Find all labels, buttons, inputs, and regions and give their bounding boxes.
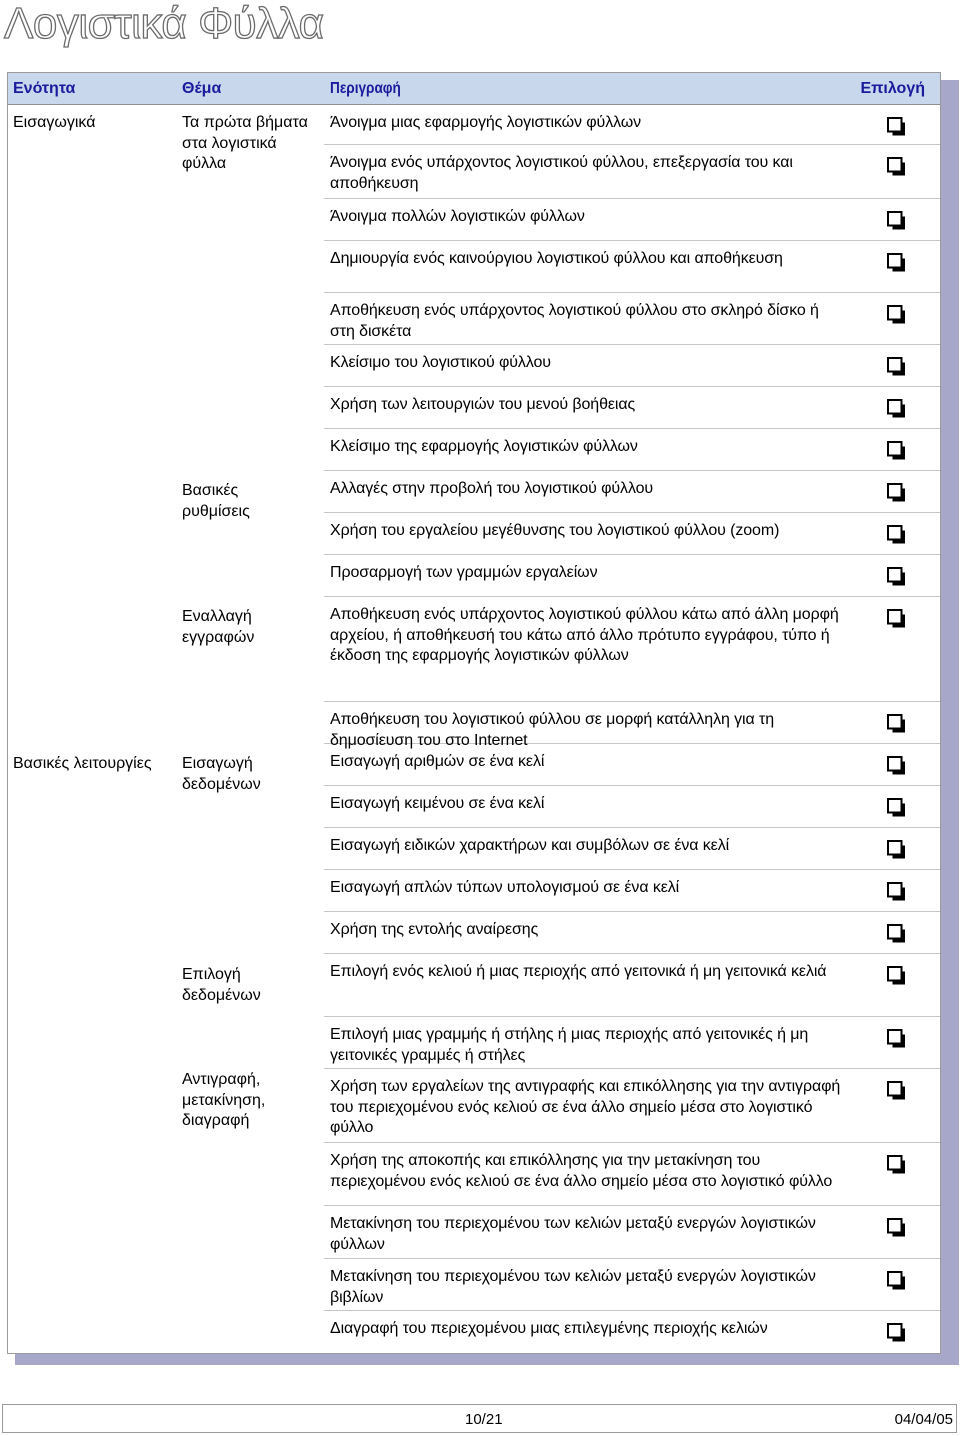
table-row — [324, 702, 941, 749]
table-row — [324, 145, 941, 199]
table-row — [324, 1206, 941, 1259]
table-row — [324, 429, 941, 471]
checkbox-icon[interactable] — [887, 157, 906, 176]
row-description: Διαγραφή του περιεχομένου μιας επιλεγμένης περιοχής κελιών — [330, 1320, 768, 1337]
header-section: Ενότητα — [13, 80, 76, 97]
table-row — [324, 912, 941, 954]
checkbox-icon[interactable] — [887, 714, 906, 733]
table-row — [324, 786, 941, 828]
table-row — [324, 105, 941, 145]
checkbox-icon[interactable] — [887, 483, 906, 502]
row-description: Χρήση των λειτουργιών του μενού βοήθειας — [330, 396, 636, 413]
checkbox-icon[interactable] — [887, 798, 906, 817]
table-row — [324, 954, 941, 1017]
checkbox-icon[interactable] — [887, 1271, 906, 1290]
checkbox-icon[interactable] — [887, 1323, 906, 1342]
row-description: Εισαγωγή ειδικών χαρακτήρων και συμβόλων σε ένα κελί — [330, 837, 730, 854]
footer-date: 04/04/05 — [894, 1411, 953, 1428]
header-topic: Θέμα — [182, 80, 222, 97]
section-cell: Βασικές λειτουργίες — [13, 755, 152, 772]
table-row — [324, 241, 941, 293]
checkbox-icon[interactable] — [887, 525, 906, 544]
checkbox-icon[interactable] — [887, 441, 906, 460]
checkbox-icon[interactable] — [887, 1155, 906, 1174]
skills-table — [7, 72, 941, 1354]
checkbox-icon[interactable] — [887, 924, 906, 943]
topic-cell: Αντιγραφή, μετακίνηση, διαγραφή — [182, 1071, 266, 1129]
row-description: Αποθήκευση ενός υπάρχοντος λογιστικού φύλλου κάτω από άλλη μορφή αρχείου, ή αποθήκευσή του κάτω από άλλο πρότυπο εγγράφου, τύπο ή έκδοση της εφαρμογής λογιστικών φύλλων — [330, 606, 839, 664]
topic-cell: Τα πρώτα βήματα στα λογιστικά φύλλα — [182, 114, 308, 172]
row-description: Χρήση του εργαλείου μεγέθυνσης του λογιστικού φύλλου (zoom) — [330, 522, 780, 539]
checkbox-icon[interactable] — [887, 840, 906, 859]
header-choice: Επιλογή — [860, 80, 925, 97]
checkbox-icon[interactable] — [887, 1218, 906, 1237]
page-footer — [2, 1404, 957, 1433]
topic-cell: Εναλλαγή εγγραφών — [182, 608, 255, 646]
section-cell: Εισαγωγικά — [13, 114, 96, 131]
checkbox-icon[interactable] — [887, 399, 906, 418]
table-row — [324, 744, 941, 786]
row-description: Εισαγωγή απλών τύπων υπολογισμού σε ένα κελί — [330, 879, 680, 896]
row-description: Αλλαγές στην προβολή του λογιστικού φύλλου — [330, 480, 654, 497]
table-row — [324, 828, 941, 870]
checkbox-icon[interactable] — [887, 1081, 906, 1100]
checkbox-icon[interactable] — [887, 1029, 906, 1048]
topic-cell: Εισαγωγή δεδομένων — [182, 755, 261, 793]
topic-cell: Επιλογή δεδομένων — [182, 966, 261, 1004]
table-row — [324, 471, 941, 513]
table-row — [324, 597, 941, 702]
checkbox-icon[interactable] — [887, 756, 906, 775]
row-description: Επιλογή μιας γραμμής ή στήλης ή μιας περιοχής από γειτονικές ή μη γειτονικές γραμμές ή στήλες — [330, 1026, 809, 1064]
checkbox-icon[interactable] — [887, 253, 906, 272]
row-description: Επιλογή ενός κελιού ή μιας περιοχής από γειτονικά ή μη γειτονικά κελιά — [330, 963, 827, 980]
table-row — [324, 1017, 941, 1069]
row-description: Προσαρμογή των γραμμών εργαλείων — [330, 564, 598, 581]
header-description: Περιγραφή — [330, 80, 401, 97]
row-description: Αποθήκευση ενός υπάρχοντος λογιστικού φύλλου στο σκληρό δίσκο ή στη δισκέτα — [330, 302, 819, 340]
row-description: Άνοιγμα πολλών λογιστικών φύλλων — [330, 208, 585, 225]
checkbox-icon[interactable] — [887, 211, 906, 230]
checkbox-icon[interactable] — [887, 609, 906, 628]
checkbox-icon[interactable] — [887, 882, 906, 901]
row-description: Χρήση των εργαλείων της αντιγραφής και επικόλλησης για την αντιγραφή του περιεχομένου ενός κελιού σε ένα άλλο σημείο μέσα στο λογιστικό φύλλο — [330, 1078, 841, 1136]
checkbox-icon[interactable] — [887, 305, 906, 324]
table-row — [324, 387, 941, 429]
checkbox-icon[interactable] — [887, 966, 906, 985]
page-number: 10/21 — [465, 1411, 503, 1428]
row-description: Χρήση της αποκοπής και επικόλλησης για την μετακίνηση του περιεχομένου ενός κελιού σε ένα άλλο σημείο μέσα στο λογιστικό φύλλο — [330, 1152, 833, 1190]
checkbox-icon[interactable] — [887, 567, 906, 586]
row-description: Άνοιγμα μιας εφαρμογής λογιστικών φύλλων — [330, 114, 642, 131]
row-description: Αποθήκευση του λογιστικού φύλλου σε μορφή κατάλληλη για τη δημοσίευση του στο Internet — [330, 711, 775, 749]
topic-cell: Βασικές ρυθμίσεις — [182, 482, 250, 520]
table-row — [324, 1143, 941, 1206]
table-row — [324, 1311, 941, 1354]
page-title: Λογιστικά Φύλλα — [4, 0, 324, 48]
row-description: Μετακίνηση του περιεχομένου των κελιών μεταξύ ενεργών λογιστικών φύλλων — [330, 1215, 816, 1253]
table-row — [324, 513, 941, 555]
checkbox-icon[interactable] — [887, 117, 906, 136]
table-row — [324, 199, 941, 241]
row-description: Κλείσιμο του λογιστικού φύλλου — [330, 354, 551, 371]
table-row — [324, 1069, 941, 1143]
row-description: Άνοιγμα ενός υπάρχοντος λογιστικού φύλλου, επεξεργασία του και αποθήκευση — [330, 154, 793, 192]
row-description: Εισαγωγή κειμένου σε ένα κελί — [330, 795, 545, 812]
checkbox-icon[interactable] — [887, 357, 906, 376]
table-header — [8, 73, 940, 105]
row-description: Εισαγωγή αριθμών σε ένα κελί — [330, 753, 545, 770]
table-row — [324, 293, 941, 345]
row-description: Χρήση της εντολής αναίρεσης — [330, 921, 539, 938]
row-description: Κλείσιμο της εφαρμογής λογιστικών φύλλων — [330, 438, 638, 455]
row-description: Μετακίνηση του περιεχομένου των κελιών μεταξύ ενεργών λογιστικών βιβλίων — [330, 1268, 816, 1306]
table-row — [324, 1259, 941, 1311]
table-row — [324, 555, 941, 597]
row-description: Δημιουργία ενός καινούργιου λογιστικού φύλλου και αποθήκευση — [330, 250, 783, 267]
table-row — [324, 870, 941, 912]
table-row — [324, 345, 941, 387]
